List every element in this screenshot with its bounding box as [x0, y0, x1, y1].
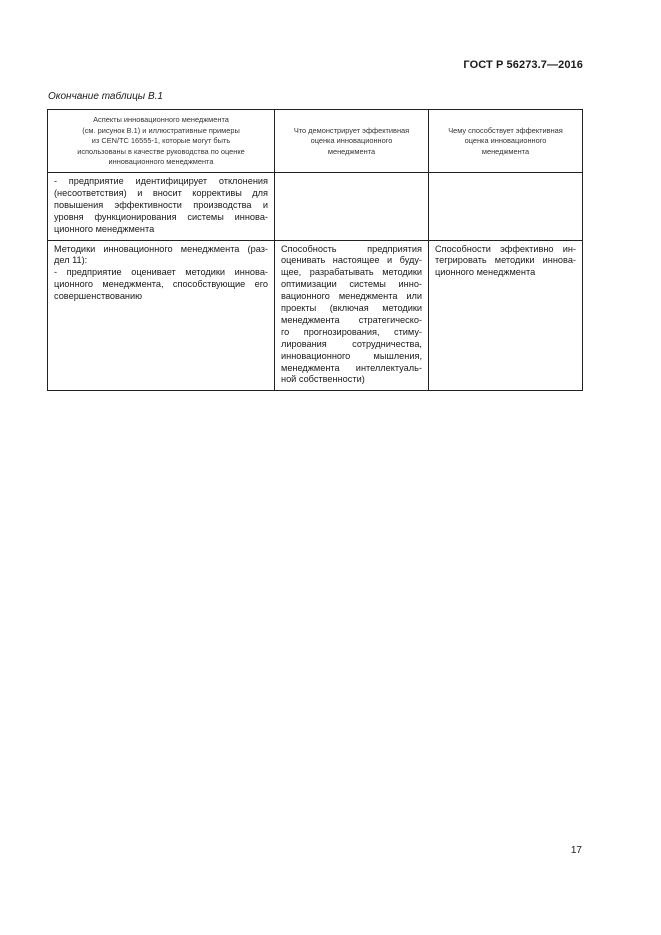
header-line: Аспекты инновационного менеджмента [93, 115, 229, 124]
header-line: использованы в качестве руководства по оценке [77, 146, 245, 156]
cell-line: ционного менеджмента [54, 223, 155, 234]
header-demonstrates [275, 110, 429, 173]
header-line: Чему способствует эффективная [448, 125, 563, 135]
cell-line: дел 11): [54, 255, 88, 266]
cell-line: повышения эффективности производства и [54, 199, 268, 210]
cell-line: тегрировать методики иннова- [435, 255, 576, 266]
cell-line: Методики инновационного менеджмента (раз- [54, 243, 268, 254]
cell-demonstrates-empty [275, 172, 429, 240]
cell-line: вационного менеджмента или [281, 291, 422, 302]
table-row [48, 172, 583, 240]
cell-line: Способность предприятия [281, 243, 422, 254]
cell-line: ной собственности) [281, 374, 365, 385]
cell-line: щее, разрабатывать методики [281, 267, 422, 278]
header-line: (см. рисунок В.1) и иллюстративные примеры [82, 125, 240, 135]
header-line: из CEN/TC 16555-1, которые могут быть [91, 136, 231, 146]
cell-contributes-empty [429, 172, 583, 240]
cell-line: - предприятие идентифицирует отклонения [54, 175, 268, 186]
cell-line: Способности эффективно ин- [435, 243, 576, 254]
cell-contributes [429, 240, 583, 391]
header-aspects [48, 110, 275, 173]
table-header-row [48, 110, 583, 173]
cell-line: го прогнозирования, стиму- [281, 326, 422, 337]
table-caption: Окончание таблицы В.1 [48, 91, 163, 102]
header-line: оценка инновационного [464, 136, 547, 146]
cell-line: инновационного мышления, [281, 350, 422, 361]
cell-aspects [48, 172, 275, 240]
header-line: менеджмента [481, 146, 530, 156]
cell-line: лирования сотрудничества, [281, 338, 422, 349]
page-number: 17 [570, 845, 582, 856]
header-line: инновационного менеджмента [108, 157, 214, 167]
cell-line: ционного менеджмента [435, 267, 536, 278]
cell-line: уровня функционирования системы иннова- [54, 211, 268, 222]
cell-line: проекты (включая методики [281, 303, 422, 314]
cell-line: оптимизации системы инно- [281, 279, 422, 290]
standard-code: ГОСТ Р 56273.7—2016 [463, 59, 583, 71]
table-row [48, 240, 583, 391]
cell-line: менеджмента стратегическо- [281, 314, 422, 325]
header-contributes [429, 110, 583, 173]
header-line: менеджмента [327, 146, 376, 156]
cell-line: (несоответствия) и вносит коррективы для [54, 187, 268, 198]
header-line: Что демонстрирует эффективная [293, 125, 410, 135]
cell-line: совершенствованию [54, 291, 143, 302]
cell-aspects [48, 240, 275, 391]
continuation-table [47, 109, 583, 391]
header-line: оценка инновационного [310, 136, 393, 146]
cell-line: оценивать настоящее и буду- [281, 255, 422, 266]
cell-line: менеджмента интеллектуаль- [281, 362, 422, 373]
cell-line: - предприятие оценивает методики иннова- [54, 267, 268, 278]
cell-line: ционного менеджмента, способствующие его [54, 279, 268, 290]
cell-demonstrates [275, 240, 429, 391]
